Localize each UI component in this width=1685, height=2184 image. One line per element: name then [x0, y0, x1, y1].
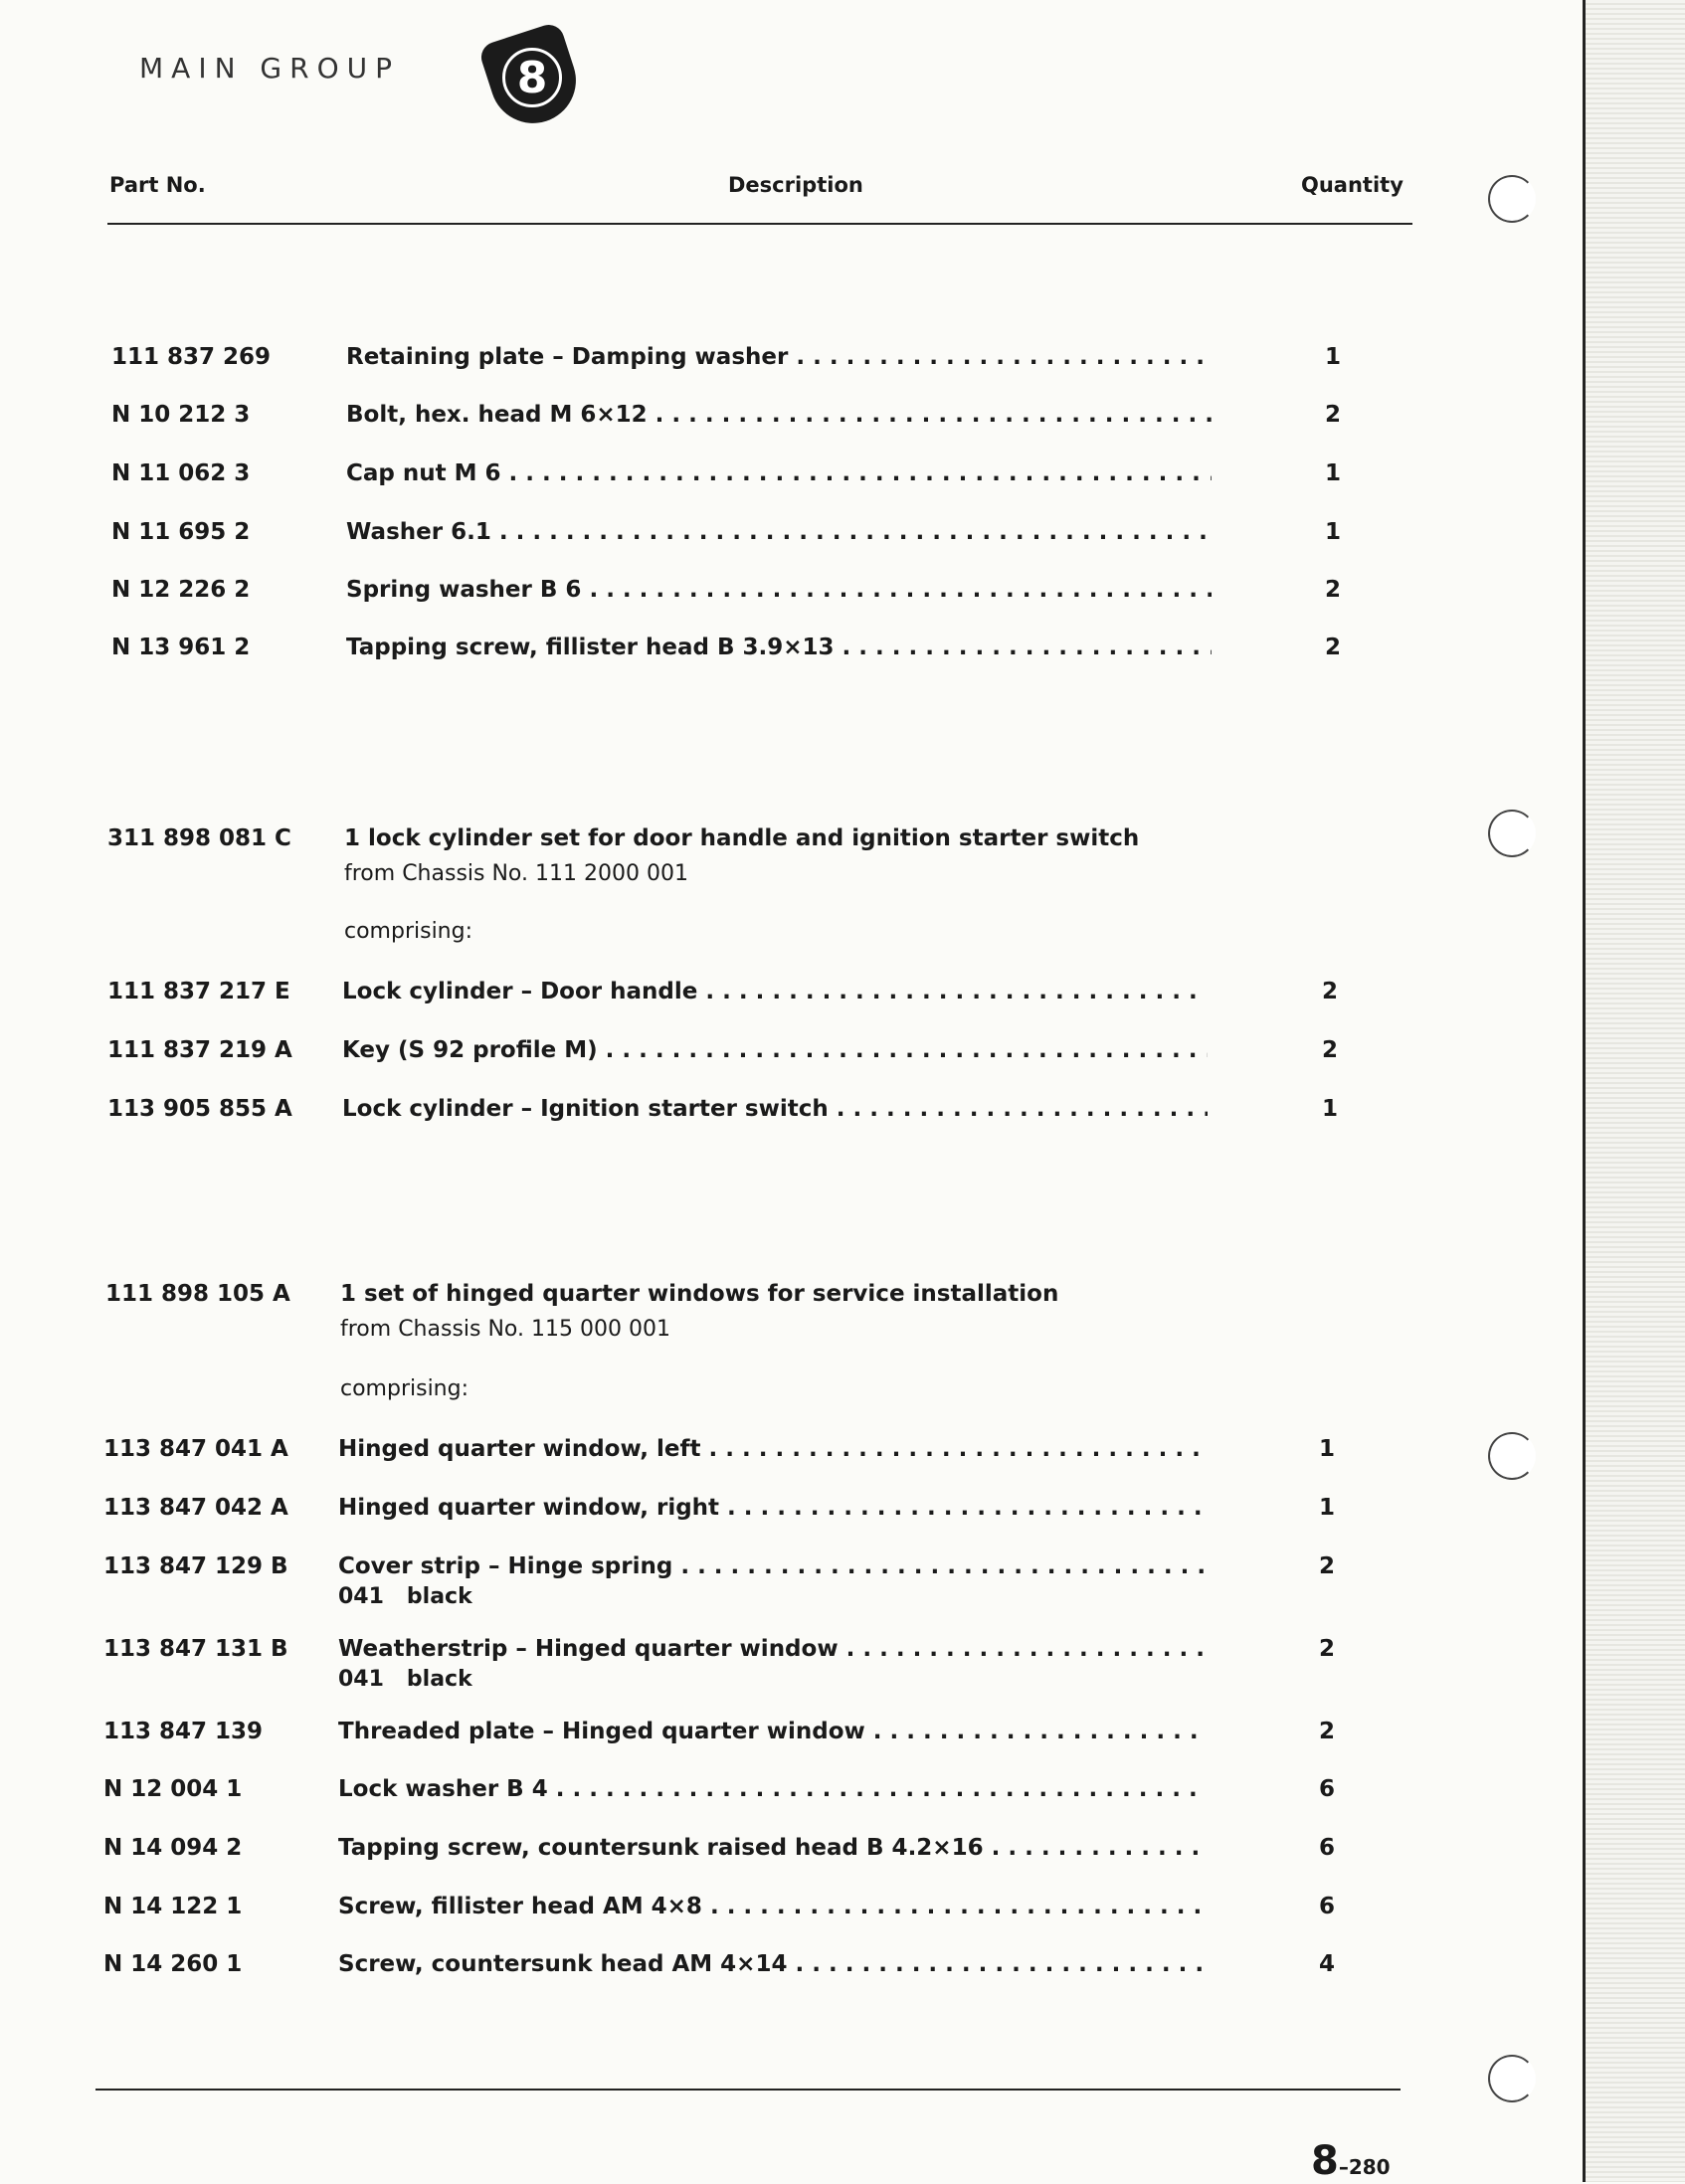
main-group-label: MAIN GROUP: [139, 52, 400, 85]
part-description: Tapping screw, countersunk raised head B 4.2×16 . . .: [338, 1835, 1204, 1861]
set-title: 1 set of hinged quarter windows for service installation: [340, 1281, 1059, 1307]
part-number: N 12 226 2: [111, 577, 251, 603]
part-number: 113 847 041 A: [103, 1436, 288, 1462]
part-quantity: 1: [1321, 1096, 1338, 1122]
part-number: N 13 961 2: [111, 635, 251, 660]
part-number: 113 847 042 A: [103, 1495, 288, 1521]
part-description: Lock cylinder – Ignition starter switch . . .: [342, 1096, 1208, 1122]
col-header-part-no: Part No.: [109, 173, 206, 197]
part-description: Hinged quarter window, left . . .: [338, 1436, 1204, 1462]
part-description: Cap nut M 6 . . .: [346, 460, 1212, 486]
part-quantity: 2: [1318, 1553, 1335, 1579]
set-part-number: 311 898 081 C: [107, 825, 291, 851]
part-quantity: 2: [1324, 577, 1341, 603]
footer-rule: [95, 2089, 1401, 2091]
color-note: 041 black: [338, 1584, 472, 1609]
punch-hole: [1488, 175, 1536, 223]
col-header-quantity: Quantity: [1301, 173, 1404, 197]
part-number: N 12 004 1: [103, 1776, 243, 1802]
page-number-major: 8: [1311, 2138, 1339, 2184]
punch-hole: [1488, 2055, 1536, 2102]
part-number: 111 837 219 A: [107, 1037, 292, 1063]
part-number: N 11 695 2: [111, 519, 251, 545]
set-title: 1 lock cylinder set for door handle and ignition starter switch: [344, 825, 1140, 851]
part-number: N 11 062 3: [111, 460, 251, 486]
group-badge: [477, 21, 587, 134]
comprising-label: comprising:: [344, 919, 473, 944]
part-number: N 14 260 1: [103, 1951, 243, 1977]
part-description: Washer 6.1 . . .: [346, 519, 1212, 545]
group-number: 8: [502, 48, 562, 107]
part-number: 111 837 269: [111, 344, 272, 370]
part-description: Hinged quarter window, right . . .: [338, 1495, 1204, 1521]
part-description: Lock washer B 4 . . .: [338, 1776, 1204, 1802]
part-quantity: 2: [1318, 1636, 1335, 1662]
part-description: Screw, countersunk head AM 4×14 . . .: [338, 1951, 1204, 1977]
page-number-minor: –280: [1338, 2155, 1391, 2179]
part-quantity: 2: [1324, 635, 1341, 660]
part-description: Screw, fillister head AM 4×8 . . .: [338, 1894, 1204, 1919]
punch-hole: [1488, 1432, 1536, 1480]
part-number: 113 847 131 B: [103, 1636, 288, 1662]
part-number: 113 847 129 B: [103, 1553, 288, 1579]
part-quantity: 2: [1318, 1719, 1335, 1744]
part-description: Weatherstrip – Hinged quarter window . . .: [338, 1636, 1204, 1662]
part-quantity: 6: [1318, 1894, 1335, 1919]
comprising-label: comprising:: [340, 1376, 469, 1401]
part-quantity: 4: [1318, 1951, 1335, 1977]
set-part-number: 111 898 105 A: [105, 1281, 290, 1307]
part-quantity: 2: [1321, 979, 1338, 1004]
part-number: N 14 094 2: [103, 1835, 243, 1861]
part-quantity: 1: [1318, 1495, 1335, 1521]
part-number: 113 905 855 A: [107, 1096, 292, 1122]
part-quantity: 1: [1324, 344, 1341, 370]
part-quantity: 6: [1318, 1835, 1335, 1861]
set-chassis-from: from Chassis No. 111 2000 001: [344, 861, 688, 886]
header-rule: [107, 223, 1412, 225]
part-quantity: 2: [1321, 1037, 1338, 1063]
part-description: Threaded plate – Hinged quarter window . . .: [338, 1719, 1204, 1744]
punch-hole: [1488, 810, 1536, 857]
part-quantity: 6: [1318, 1776, 1335, 1802]
part-number: N 10 212 3: [111, 402, 251, 428]
page-number: [1311, 2138, 1391, 2184]
part-number: 113 847 139: [103, 1719, 264, 1744]
part-number: 111 837 217 E: [107, 979, 290, 1004]
part-description: Lock cylinder – Door handle . . .: [342, 979, 1208, 1004]
binder-edge: [1583, 0, 1685, 2182]
part-quantity: 1: [1318, 1436, 1335, 1462]
part-number: N 14 122 1: [103, 1894, 243, 1919]
part-description: Spring washer B 6 . . .: [346, 577, 1212, 603]
part-description: Tapping screw, fillister head B 3.9×13 . . .: [346, 635, 1212, 660]
part-description: Bolt, hex. head M 6×12 . . .: [346, 402, 1212, 428]
part-description: Cover strip – Hinge spring . . .: [338, 1553, 1204, 1579]
part-quantity: 1: [1324, 460, 1341, 486]
set-chassis-from: from Chassis No. 115 000 001: [340, 1317, 670, 1342]
part-description: Retaining plate – Damping washer . . .: [346, 344, 1212, 370]
part-quantity: 2: [1324, 402, 1341, 428]
part-description: Key (S 92 profile M) . . .: [342, 1037, 1208, 1063]
part-quantity: 1: [1324, 519, 1341, 545]
col-header-description: Description: [728, 173, 863, 197]
color-note: 041 black: [338, 1667, 472, 1692]
